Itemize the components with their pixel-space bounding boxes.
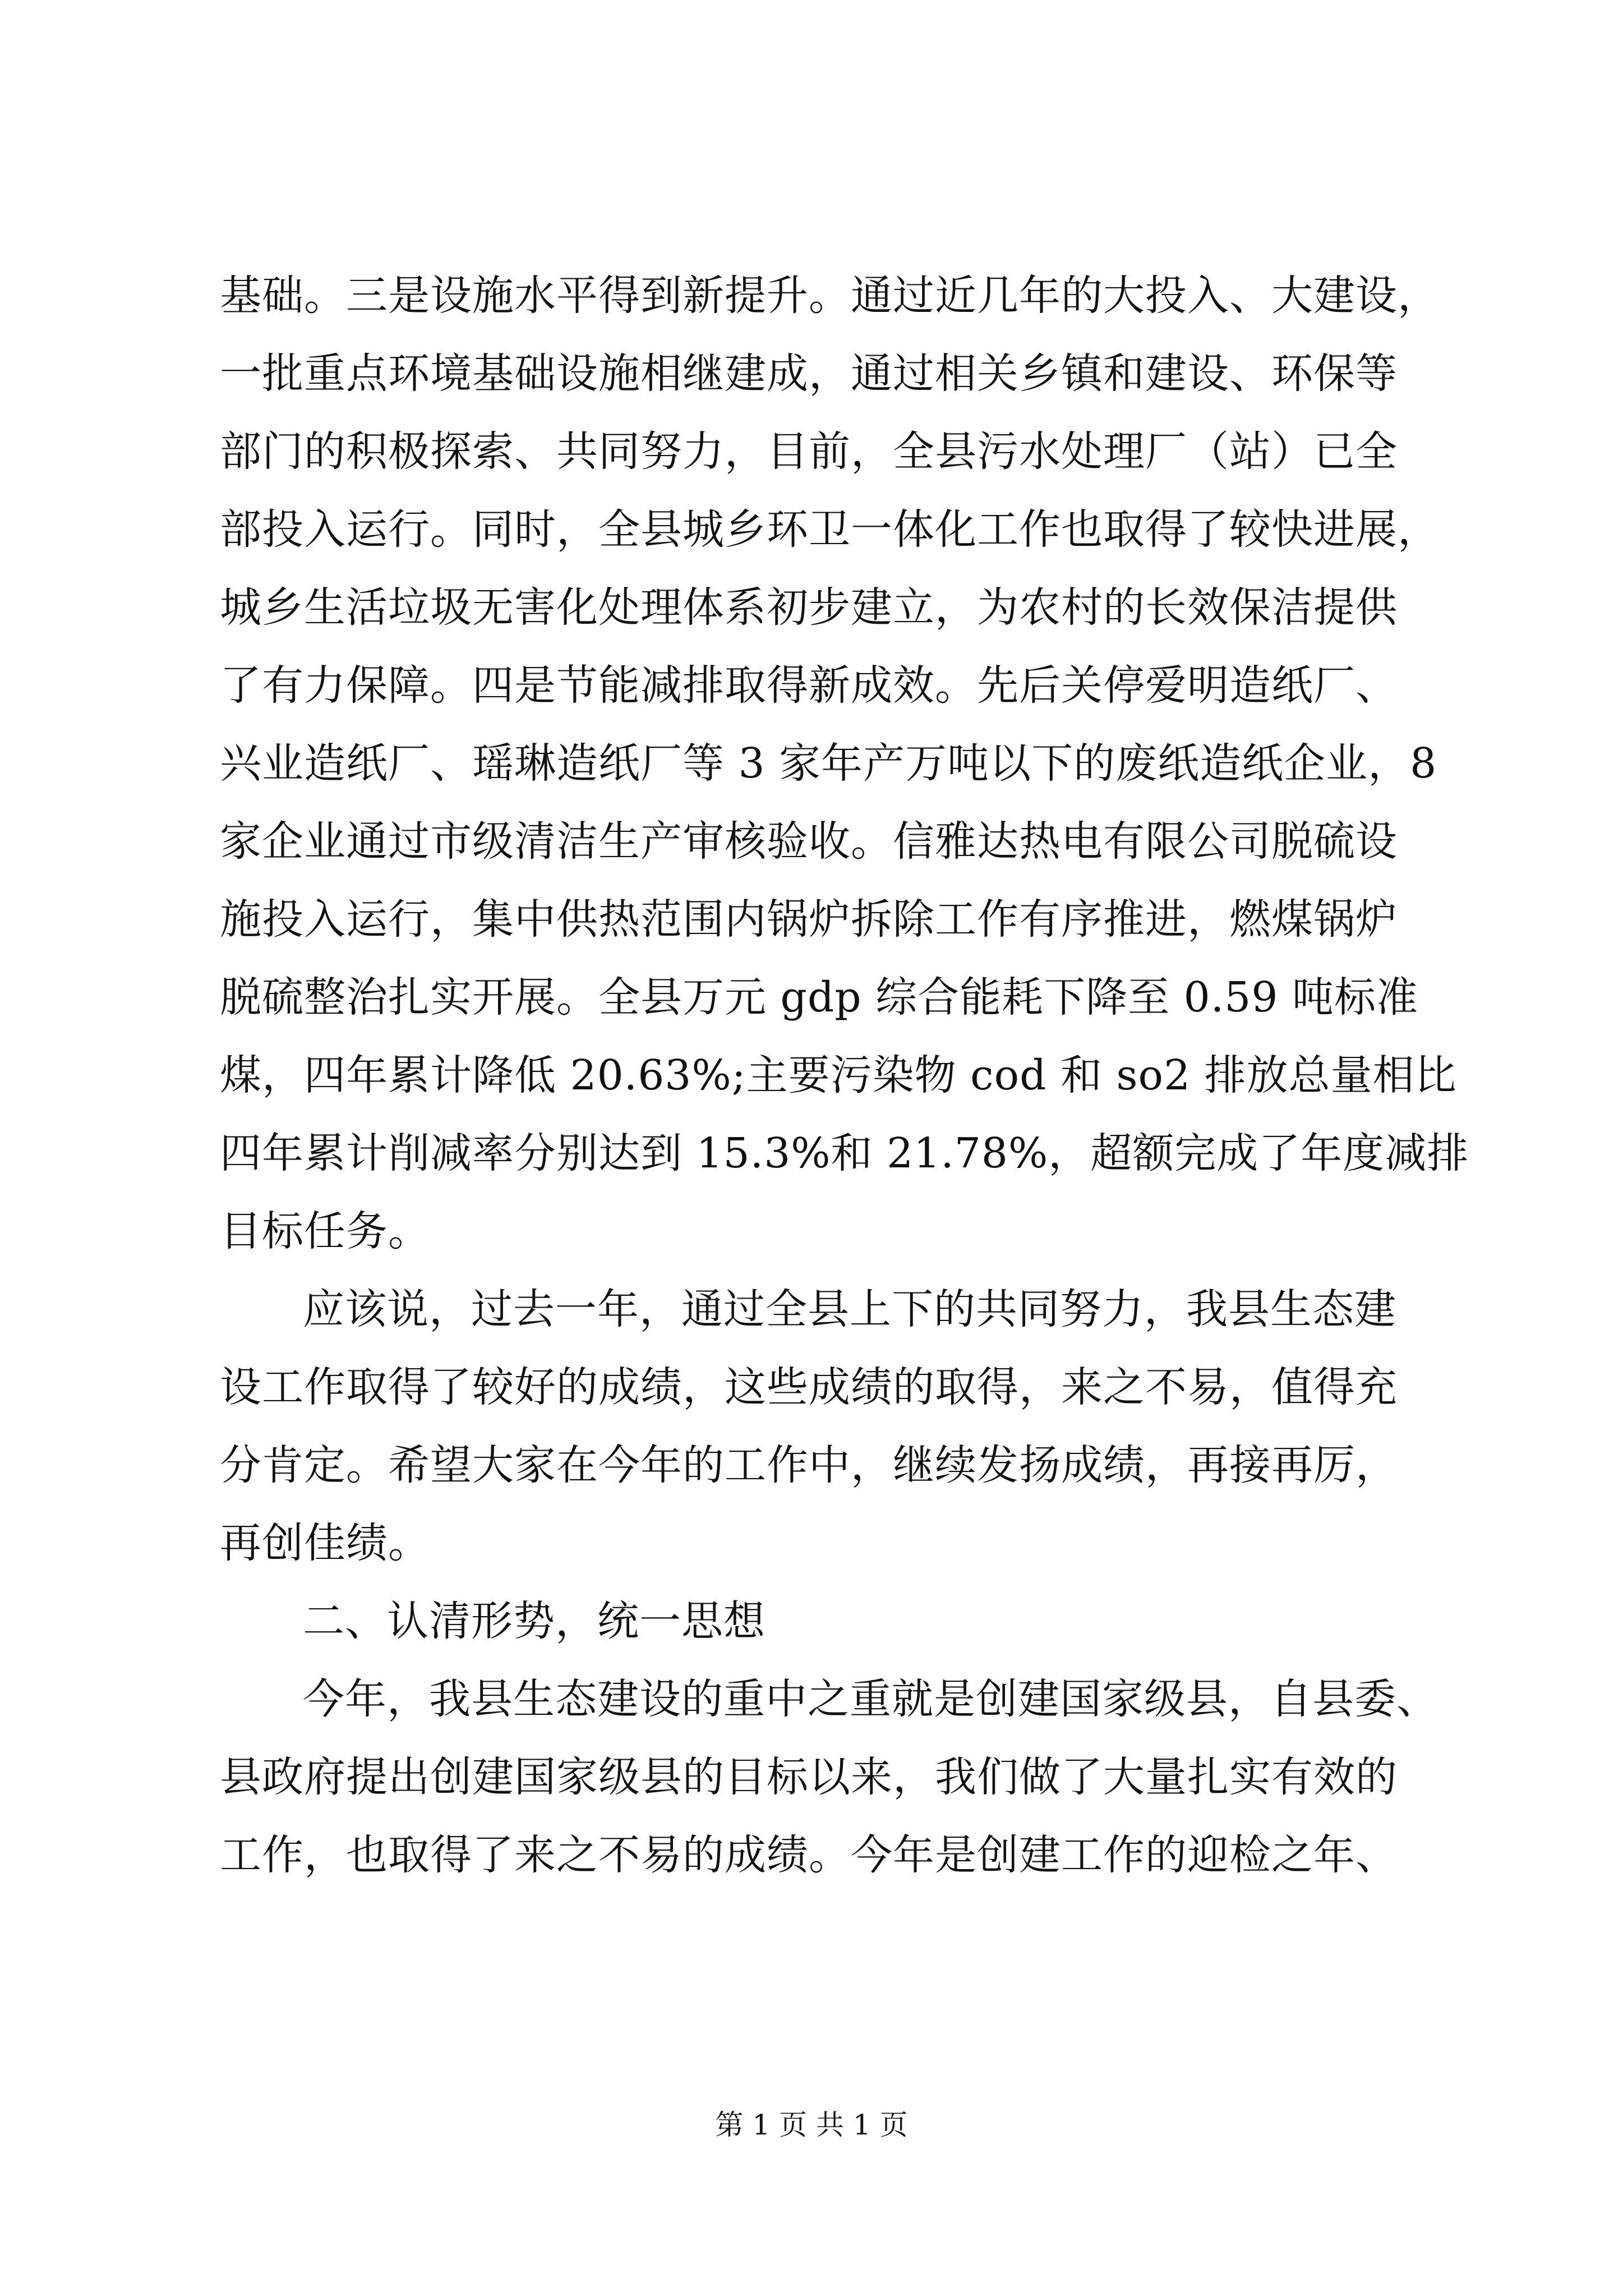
text-line: 城乡生活垃圾无害化处理体系初步建立，为农村的长效保洁提供: [220, 583, 1398, 632]
text-line: 设工作取得了较好的成绩，这些成绩的取得，来之不易，值得充: [220, 1363, 1398, 1411]
text-line: 家企业通过市级清洁生产审核验收。信雅达热电有限公司脱硫设: [220, 817, 1398, 866]
paragraph-first-line: 应该说，过去一年，通过全县上下的共同努力，我县生态建: [303, 1285, 1396, 1333]
text-line: 基础。三是设施水平得到新提升。通过近几年的大投入、大建设，: [220, 272, 1440, 320]
text-line: 部投入运行。同时，全县城乡环卫一体化工作也取得了较快进展，: [220, 505, 1440, 554]
paragraph-first-line: 今年，我县生态建设的重中之重就是创建国家级县，自县委、: [303, 1675, 1438, 1723]
text-line: 部门的积极探索、共同努力，目前，全县污水处理厂（站）已全: [220, 427, 1398, 476]
text-line: 再创佳绩。: [220, 1519, 430, 1567]
text-line: 分肯定。希望大家在今年的工作中，继续发扬成绩，再接再厉，: [220, 1441, 1398, 1489]
text-line: 煤，四年累计降低 20.63%;主要污染物 cod 和 so2 排放总量相比: [220, 1051, 1457, 1099]
text-line: 四年累计削减率分别达到 15.3%和 21.78%，超额完成了年度减排: [220, 1129, 1469, 1177]
text-line: 兴业造纸厂、瑶琳造纸厂等 3 家年产万吨以下的废纸造纸企业，8: [220, 739, 1437, 788]
text-line: 目标任务。: [220, 1207, 430, 1255]
text-line: 了有力保障。四是节能减排取得新成效。先后关停爱明造纸厂、: [220, 661, 1398, 710]
document-body: [220, 257, 1469, 2007]
page-number-footer: 第 1 页 共 1 页: [715, 2109, 908, 2141]
text-line: 县政府提出创建国家级县的目标以来，我们做了大量扎实有效的: [220, 1753, 1398, 1801]
text-line: 施投入运行，集中供热范围内锅炉拆除工作有序推进，燃煤锅炉: [220, 895, 1398, 944]
text-line: 一批重点环境基础设施相继建成，通过相关乡镇和建设、环保等: [220, 349, 1398, 398]
text-line: 脱硫整治扎实开展。全县万元 gdp 综合能耗下降至 0.59 吨标准: [220, 973, 1418, 1022]
text-line: 工作，也取得了来之不易的成绩。今年是创建工作的迎检之年、: [220, 1831, 1398, 1879]
section-heading: 二、认清形势，统一思想: [303, 1597, 766, 1645]
